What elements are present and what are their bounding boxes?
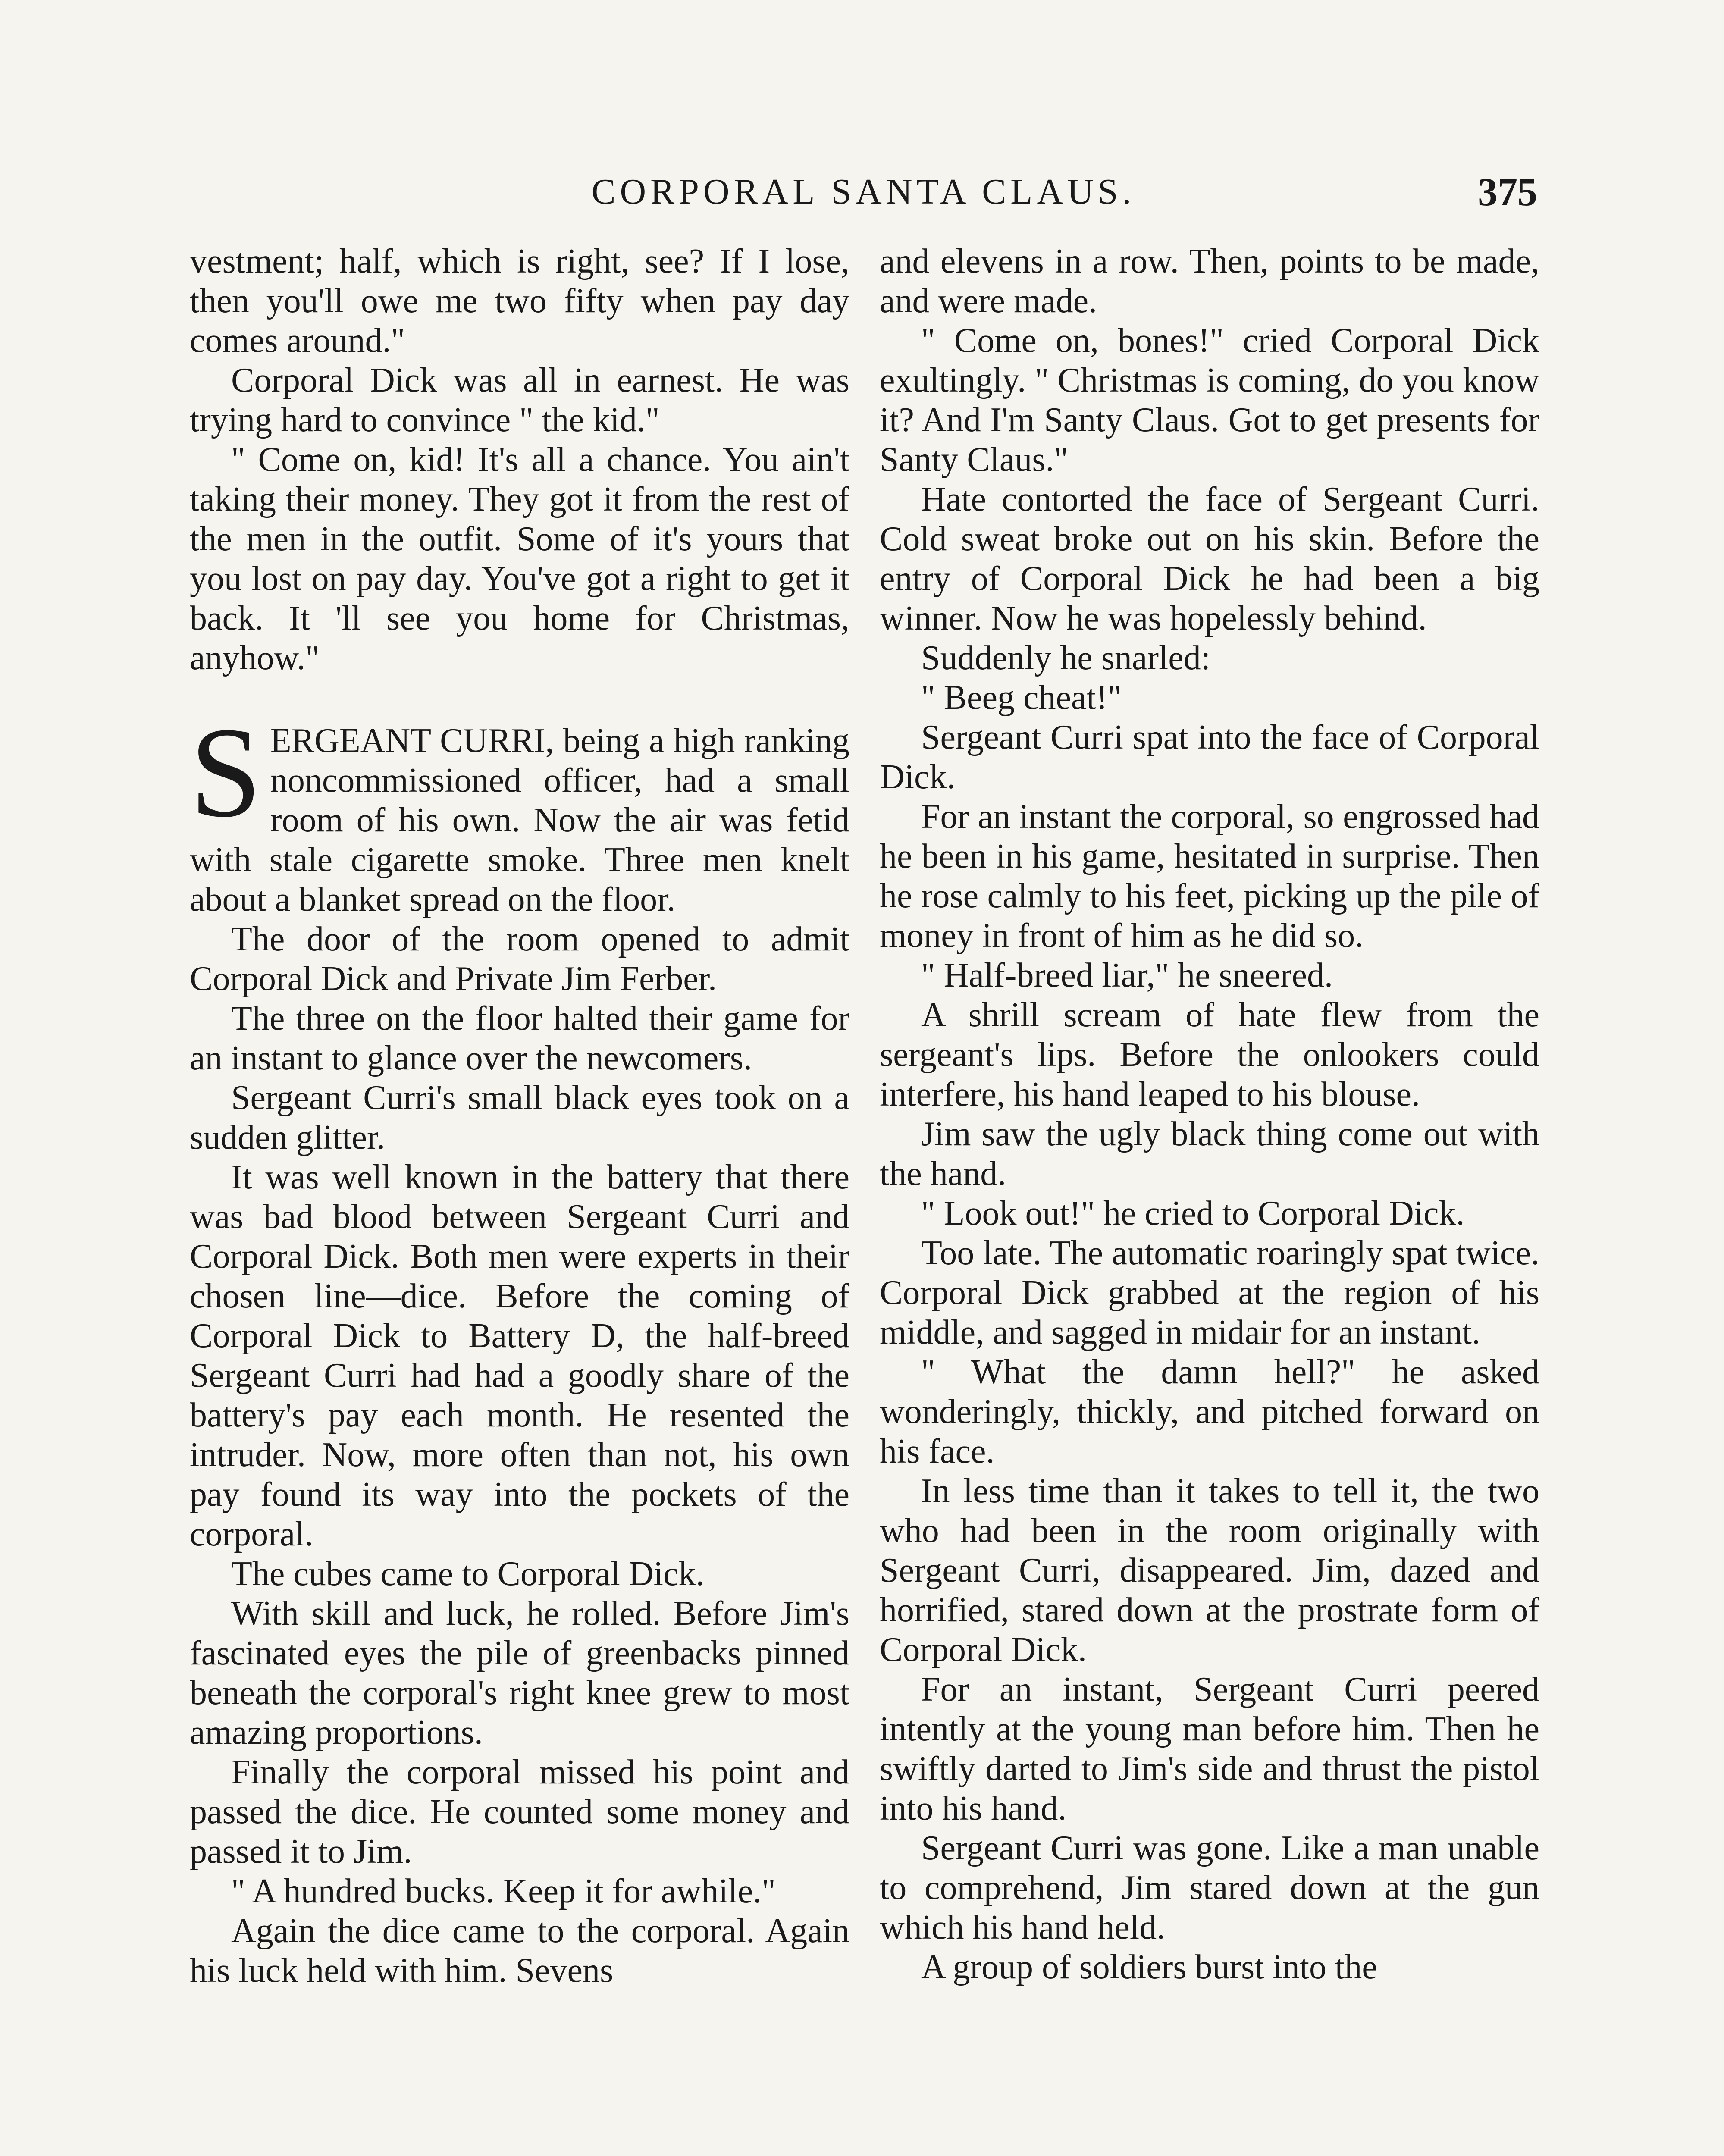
paragraph: Again the dice came to the corporal. Again his luck held with him. Sevens — [190, 1912, 849, 1990]
paragraph: Corporal Dick was all in earnest. He was trying hard to convince " the kid." — [190, 361, 849, 439]
page-header — [190, 164, 1537, 220]
paragraph: Sergeant Curri's small black eyes took on a sudden glitter. — [190, 1079, 849, 1156]
paragraph: For an instant the corporal, so engrossed had he been in his game, hesitated in surprise. Then he rose calmly to his feet, picking up the pile of money in front of him as he did so. — [880, 798, 1539, 955]
paragraph: In less time than it takes to tell it, the two who had been in the room originally with Sergeant Curri, disappeared. Jim, dazed and horrified, stared down at the prostrate form of Corporal Dick. — [880, 1472, 1539, 1669]
left-column — [190, 241, 849, 1990]
paragraph: The cubes came to Corporal Dick. — [231, 1555, 705, 1593]
paragraph: Jim saw the ugly black thing come out with the hand. — [880, 1115, 1539, 1193]
paragraph: Too late. The automatic roaringly spat twice. Corporal Dick grabbed at the region of his middle, and sagged in midair for an instant. — [880, 1234, 1539, 1351]
paragraph: Suddenly he snarled: — [921, 639, 1210, 677]
paragraph: vestment; half, which is right, see? If I lose, then you'll owe me two fifty when pay day comes around." — [190, 242, 849, 360]
paragraph: The door of the room opened to admit Corporal Dick and Private Jim Ferber. — [190, 920, 849, 998]
paragraph: Sergeant Curri was gone. Like a man unable to comprehend, Jim stared down at the gun which his hand held. — [880, 1829, 1539, 1946]
paragraph: " Come on, kid! It's all a chance. You ain't taking their money. They got it from the rest of the men in the outfit. Some of it's yours that you lost on pay day. You've got a right to get it back. It 'll see you home for Christmas, anyhow." — [190, 441, 849, 677]
paragraph: A shrill scream of hate flew from the sergeant's lips. Before the onlookers could interfere, his hand leaped to his blouse. — [880, 996, 1539, 1113]
paragraph: Finally the corporal missed his point and passed the dice. He counted some money and passed it to Jim. — [190, 1753, 849, 1871]
drop-cap: S — [190, 701, 262, 844]
paragraph: The three on the floor halted their game for an instant to glance over the newcomers. — [190, 1000, 849, 1077]
paragraph: " Look out!" he cried to Corporal Dick. — [921, 1194, 1465, 1232]
section-opening-text: ERGEANT CURRI, being a high ranking noncommissioned officer, had a small room of his own. Now the air was fetid with stale cigarette smoke. Three men knelt about a blanket spread on the floor. — [190, 722, 849, 918]
paragraph: For an instant, Sergeant Curri peered intently at the young man before him. Then he swiftly darted to Jim's side and thrust the pistol into his hand. — [880, 1670, 1539, 1827]
right-column — [880, 241, 1539, 1987]
page-number: 375 — [1478, 170, 1537, 214]
paragraph: Hate contorted the face of Sergeant Curri. Cold sweat broke out on his skin. Before the entry of Corporal Dick he had been a big winner. Now he was hopelessly behind. — [880, 480, 1539, 637]
paragraph: and elevens in a row. Then, points to be made, and were made. — [880, 242, 1539, 320]
paragraph: " Beeg cheat!" — [921, 679, 1122, 717]
paragraph: " A hundred bucks. Keep it for awhile." — [231, 1872, 776, 1910]
section-opening-paragraph — [190, 701, 849, 919]
paragraph: A group of soldiers burst into the — [921, 1948, 1377, 1986]
paragraph: It was well known in the battery that there was bad blood between Sergeant Curri and Corporal Dick. Both men were experts in their chosen line—dice. Before the coming of Corporal Dick to Battery D, the half-breed Sergeant Curri had had a goodly share of the battery's pay each month. He resented the intruder. Now, more often than not, his own pay found its way into the pockets of the corporal. — [190, 1158, 849, 1553]
paragraph: With skill and luck, he rolled. Before Jim's fascinated eyes the pile of greenbacks pinned beneath the corporal's right knee grew to most amazing proportions. — [190, 1595, 849, 1752]
paragraph: " Come on, bones!" cried Corporal Dick exultingly. " Christmas is coming, do you know it? And I'm Santy Claus. Got to get presents for Santy Claus." — [880, 322, 1539, 479]
paragraph: " Half-breed liar," he sneered. — [921, 956, 1333, 994]
running-title: CORPORAL SANTA CLAUS. — [591, 172, 1136, 212]
paragraph: " What the damn hell?" he asked wonderingly, thickly, and pitched forward on his face. — [880, 1353, 1539, 1470]
paragraph: Sergeant Curri spat into the face of Corporal Dick. — [880, 718, 1539, 796]
